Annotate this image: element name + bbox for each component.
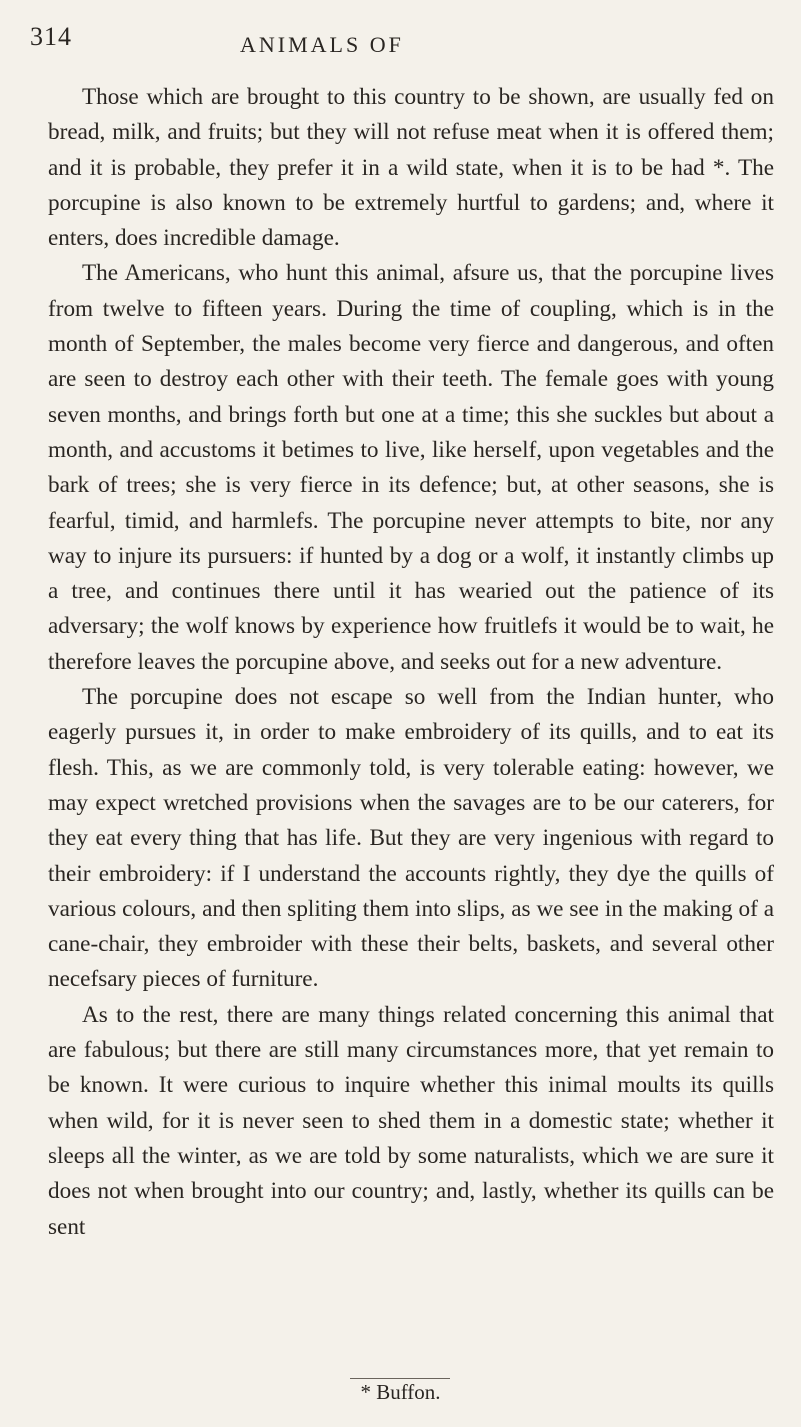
body-text [48, 80, 774, 1245]
paragraph-2: The Americans, who hunt this animal, afsure us, that the porcupine lives from twelve to fifteen years. During the time of coupling, which is in the month of September, the males become very fierce and dangerous, and often are seen to destroy each other with their teeth. The female goes with young seven months, and brings forth but one at a time; this she suckles but about a month, and accustoms it betimes to live, like herself, upon vegetables and the bark of trees; she is very fierce in its defence; but, at other seasons, she is fearful, timid, and harmlefs. The porcupine never attempts to bite, nor any way to injure its pursuers: if hunted by a dog or a wolf, it instantly climbs up a tree, and continues there until it has wearied out the patience of its adversary; the wolf knows by experience how fruitlefs it would be to wait, he therefore leaves the porcupine above, and seeks out for a new adventure. [48, 260, 774, 675]
page-number: 314 [30, 22, 72, 51]
page-header [30, 22, 771, 62]
footnote-divider [350, 1378, 450, 1379]
paragraph-1: Those which are brought to this country to be shown, are usually fed on bread, milk, and fruits; but they will not refuse meat when it is offered them; and it is probable, they prefer it in a wild state, when it is to be had *. The porcupine is also known to be extremely hurtful to gardens; and, where it enters, does incredible damage. [48, 84, 774, 252]
paragraph-3: The porcupine does not escape so well from the Indian hunter, who eagerly pursues it, in order to make embroidery of its quills, and to eat its flesh. This, as we are commonly told, is very tolerable eating: however, we may expect wretched provisions when the savages are to be our caterers, for they eat every thing that has life. But they are very ingenious with regard to their embroidery: if I understand the accounts rightly, they dye the quills of various colours, and then spliting them into slips, as we see in the making of a cane-chair, they embroider with these their belts, baskets, and several other necefsary pieces of furniture. [48, 684, 774, 993]
running-head: ANIMALS OF [240, 32, 404, 57]
footnote: * Buffon. [360, 1380, 441, 1404]
paragraph-4: As to the rest, there are many things related concerning this animal that are fabulous; but there are still many circumstances more, that yet remain to be known. It were curious to inquire whether this inimal moults its quills when wild, for it is never seen to shed them in a domestic state; whether it sleeps all the winter, as we are told by some naturalists, which we are sure it does not when brought into our country; and, lastly, whether its quills can be sent [48, 1001, 774, 1240]
